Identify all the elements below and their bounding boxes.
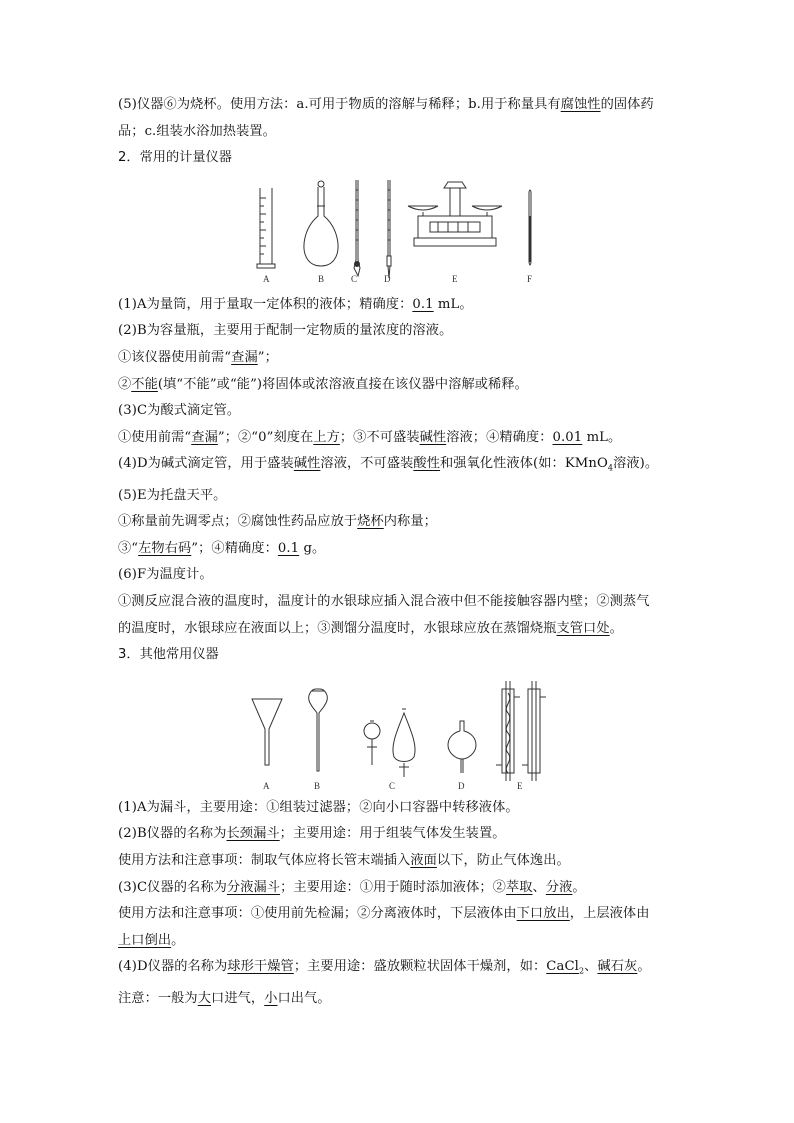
text-line: ①使用前需“查漏”；②“0”刻度在上方；③不可盛装碱性溶液；④精确度：0.01 mL。 bbox=[118, 429, 622, 445]
text-line: (6)F为温度计。 bbox=[118, 567, 213, 583]
text-line: (4)D仪器的名称为球形干燥管；主要用途：盛放颗粒状固体干燥剂，如：CaCl$_2$、碱石灰。 bbox=[118, 959, 651, 976]
text-line: (1)A为量筒，用于量取一定体积的液体；精确度：0.1 mL。 bbox=[118, 296, 473, 312]
separatory-funnel-icon bbox=[364, 709, 415, 777]
figure-label: C bbox=[351, 273, 358, 284]
text-line: 使用方法和注意事项：①使用前先检漏；②分离液体时，下层液体由下口放出，上层液体由 bbox=[118, 906, 650, 922]
figure-label: D bbox=[458, 780, 465, 791]
text-line: 注意：一般为大口进气，小口出气。 bbox=[118, 990, 331, 1006]
volumetric-flask-icon bbox=[304, 181, 338, 266]
figure-label: F bbox=[527, 273, 533, 284]
text-line: (1)A为漏斗，主要用途：①组装过滤器；②向小口容器中转移液体。 bbox=[118, 799, 519, 815]
text-line: 使用方法和注意事项：制取气体应将长管末端插入液面以下，防止气体逸出。 bbox=[118, 852, 570, 868]
figure-label: E bbox=[517, 780, 523, 791]
text-line: 品；c.组装水浴加热装置。 bbox=[118, 123, 276, 139]
graduated-cylinder-icon bbox=[257, 188, 275, 268]
text-line: (3)C为酸式滴定管。 bbox=[118, 403, 241, 419]
balance-icon bbox=[408, 182, 502, 246]
figure-label: D bbox=[384, 273, 391, 284]
document-page bbox=[118, 92, 678, 1012]
text-line: ①测反应混合液的温度时，温度计的水银球应插入混合液中但不能接触容器内壁；②测蒸气 bbox=[118, 593, 650, 609]
drying-tube-icon bbox=[448, 721, 476, 773]
text-line: (5)E为托盘天平。 bbox=[118, 487, 227, 503]
figure-label: B bbox=[318, 273, 325, 284]
text-line: (5)仪器⑥为烧杯。使用方法：a.可用于物质的溶解与稀释；b.用于称量具有腐蚀性的固体药 bbox=[118, 97, 654, 112]
long-neck-funnel-icon bbox=[309, 689, 328, 771]
section-heading: 2．常用的计量仪器 bbox=[118, 150, 232, 166]
acid-burette-icon bbox=[354, 180, 360, 276]
text-line: (4)D为碱式滴定管，用于盛装碱性溶液，不可盛装酸性和强氧化性液体(如：KMnO$_4$溶液)。 bbox=[118, 456, 659, 473]
base-burette-icon bbox=[387, 180, 391, 278]
figure-label: A bbox=[263, 273, 270, 284]
figure-label: E bbox=[452, 273, 458, 284]
text-line: ②不能(填“不能”或“能”)将固体或浓溶液直接在该仪器中溶解或稀释。 bbox=[118, 376, 528, 392]
figure-label: C bbox=[389, 780, 396, 791]
figure-label: A bbox=[263, 780, 270, 791]
funnel-icon bbox=[252, 699, 282, 765]
figure-label: B bbox=[314, 780, 321, 791]
text-line: ①称量前先调零点；②腐蚀性药品应放于烧杯内称量； bbox=[118, 514, 437, 530]
text-line: ①该仪器使用前需“查漏”； bbox=[118, 349, 278, 365]
text-line: (2)B仪器的名称为长颈漏斗；主要用途：用于组装气体发生装置。 bbox=[118, 826, 506, 842]
condenser-icon bbox=[496, 681, 546, 781]
section-heading: 3．其他常用仪器 bbox=[118, 647, 219, 663]
text-line: (2)B为容量瓶，主要用于配制一定物质的量浓度的溶液。 bbox=[118, 323, 453, 339]
text-line: 上口倒出。 bbox=[118, 932, 185, 948]
text-line: ③“左物右码”；④精确度：0.1 g。 bbox=[118, 540, 326, 556]
other-instruments-figure bbox=[118, 673, 678, 791]
text-line: (3)C仪器的名称为分液漏斗；主要用途：①用于随时添加液体；②萃取、分液。 bbox=[118, 879, 586, 895]
measuring-instruments-figure bbox=[118, 176, 678, 288]
thermometer-icon bbox=[529, 190, 531, 265]
text-line: 的温度时，水银球应在液面以上；③测馏分温度时，水银球应放在蒸馏烧瓶支管口处。 bbox=[118, 620, 623, 636]
